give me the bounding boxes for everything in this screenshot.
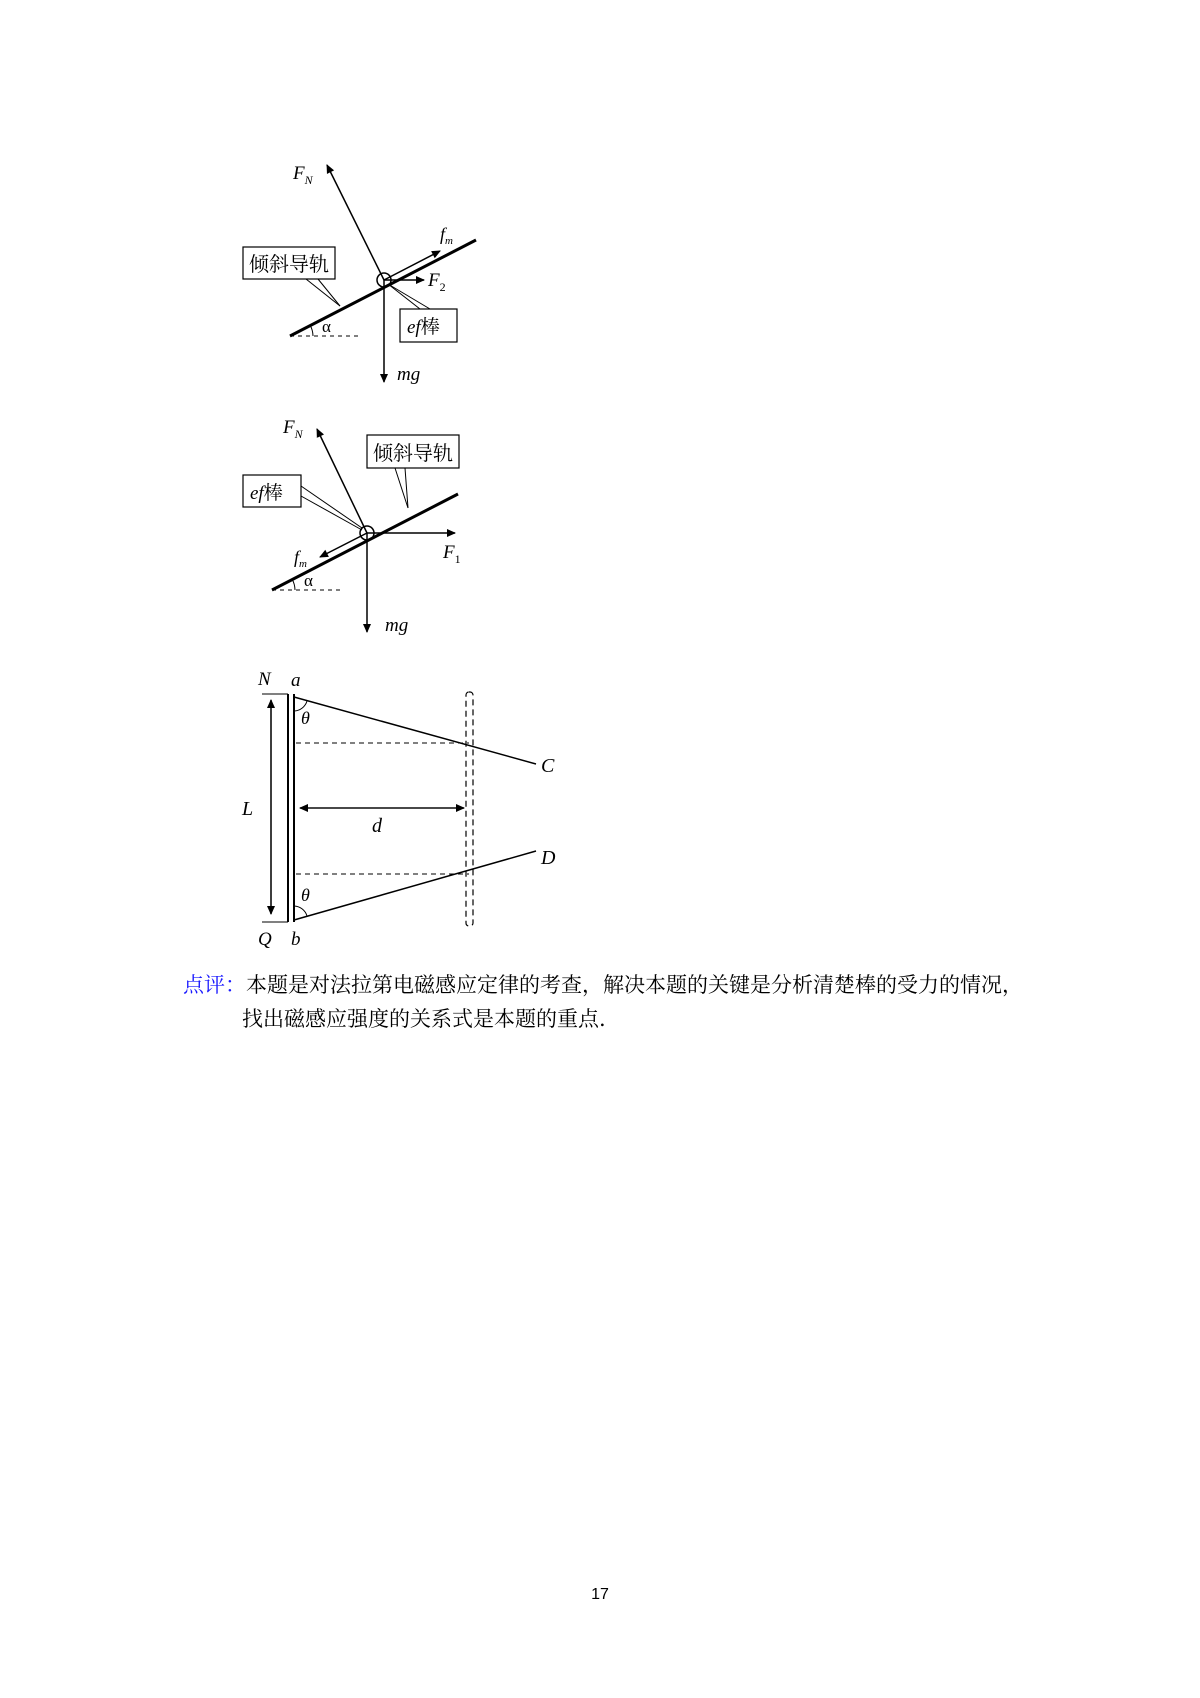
fm-label-2: $f_m$ — [294, 547, 307, 570]
label-d: d — [372, 815, 382, 837]
rail-bd — [294, 851, 536, 920]
fn-label-2: $F_N$ — [283, 417, 303, 441]
f1-label-2: $F_1$ — [443, 542, 461, 566]
rail-geometry-diagram — [241, 669, 556, 950]
comment-line-1: 本题是对法拉第电磁感应定律的考查，解决本题的关键是分析清楚棒的受力的情况， — [246, 973, 1023, 997]
label-theta-top: θ — [301, 708, 310, 728]
comment-line-2: 找出磁感应强度的关系式是本题的重点. — [242, 1007, 606, 1031]
angle-label-1: α — [322, 317, 331, 336]
bar-label-pointer-2 — [301, 486, 362, 528]
rail-label-pointer-1b — [318, 279, 340, 306]
angle-arc-2 — [292, 579, 295, 590]
label-a: a — [291, 670, 301, 691]
fn-label-1: $F_N$ — [293, 163, 313, 187]
comment-paragraph — [183, 968, 1063, 1036]
label-theta-bottom: θ — [301, 885, 310, 905]
rail-label-pointer-1 — [306, 279, 340, 306]
theta-arc-bottom — [294, 906, 307, 916]
label-n: N — [258, 669, 271, 690]
field-boundary — [466, 692, 473, 926]
normal-force-arrow-2 — [317, 429, 367, 533]
rail-label-1: 倾斜导轨 — [249, 252, 329, 276]
label-c: C — [541, 755, 555, 777]
force-diagram-2 — [243, 417, 461, 636]
mg-label-1: mg — [397, 364, 421, 385]
label-b: b — [291, 929, 301, 950]
f2-label-1: $F_2$ — [428, 270, 446, 294]
incline-rail-2 — [272, 494, 458, 590]
label-q: Q — [258, 929, 272, 950]
fm-label-1: $f_m$ — [440, 224, 453, 247]
bar-label-pointer-1b — [388, 284, 430, 309]
label-l: L — [242, 798, 254, 820]
page-number: 17 — [591, 1586, 609, 1603]
bar-label-2: ef棒 — [250, 482, 283, 504]
rail-ac — [294, 697, 536, 764]
bar-label-1: ef棒 — [407, 316, 440, 338]
comment-label: 点评： — [183, 973, 246, 997]
bar-label-pointer-2b — [301, 496, 362, 530]
label-d-end: D — [541, 847, 556, 869]
angle-arc-1 — [310, 325, 313, 336]
bar-label-pointer-1 — [388, 284, 420, 309]
force-diagram-1 — [243, 163, 476, 385]
mg-label-2: mg — [385, 615, 409, 636]
rail-label-2: 倾斜导轨 — [373, 441, 453, 465]
angle-label-2: α — [304, 571, 313, 590]
